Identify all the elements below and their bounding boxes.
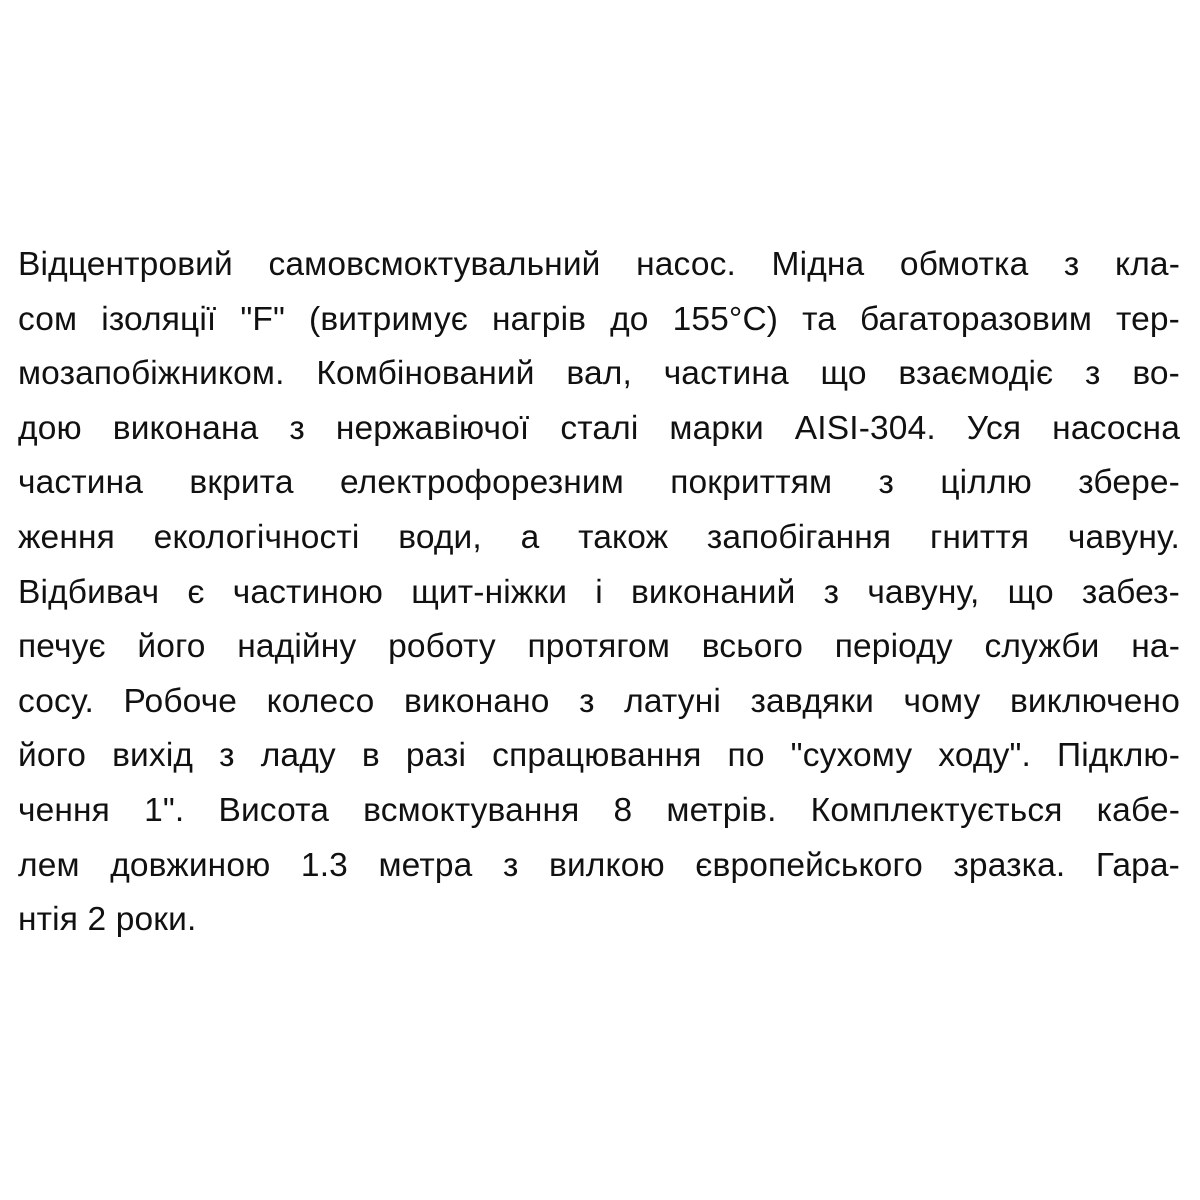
description-line-7: Відбивач є частиною щит-ніжки і виконаний з чавуну, що забез-: [18, 573, 1180, 611]
description-line-11: чення 1". Висота всмоктування 8 метрів. Комплектується кабе-: [18, 791, 1180, 829]
description-line-8: печує його надійну роботу протягом всього періоду служби на-: [18, 628, 1180, 666]
description-line-1: Відцентровий самовсмоктувальний насос. Мідна обмотка з кла-: [18, 246, 1180, 283]
description-line-12: лем довжиною 1.3 метра з вилкою європейського зразка. Гара-: [18, 846, 1180, 884]
description-line-4: дою виконана з нержавіючої сталі марки AISI-304. Уся насосна: [18, 409, 1180, 447]
description-line-9: сосу. Робоче колесо виконано з латуні завдяки чому виключено: [18, 682, 1180, 720]
product-description: [18, 238, 1180, 948]
description-line-3: мозапобіжником. Комбінований вал, частина що взаємодіє з во-: [18, 355, 1180, 393]
description-line-10: його вихід з ладу в разі спрацювання по "сухому ходу". Підклю-: [18, 737, 1180, 775]
description-line-13: нтія 2 роки.: [18, 901, 197, 939]
description-line-6: ження екологічності води, а також запобігання гниття чавуну.: [18, 518, 1180, 556]
description-line-5: частина вкрита електрофорезним покриттям з ціллю збере-: [18, 464, 1180, 502]
description-line-2: сом ізоляції "F" (витримує нагрів до 155°C) та багаторазовим тер-: [18, 300, 1180, 338]
